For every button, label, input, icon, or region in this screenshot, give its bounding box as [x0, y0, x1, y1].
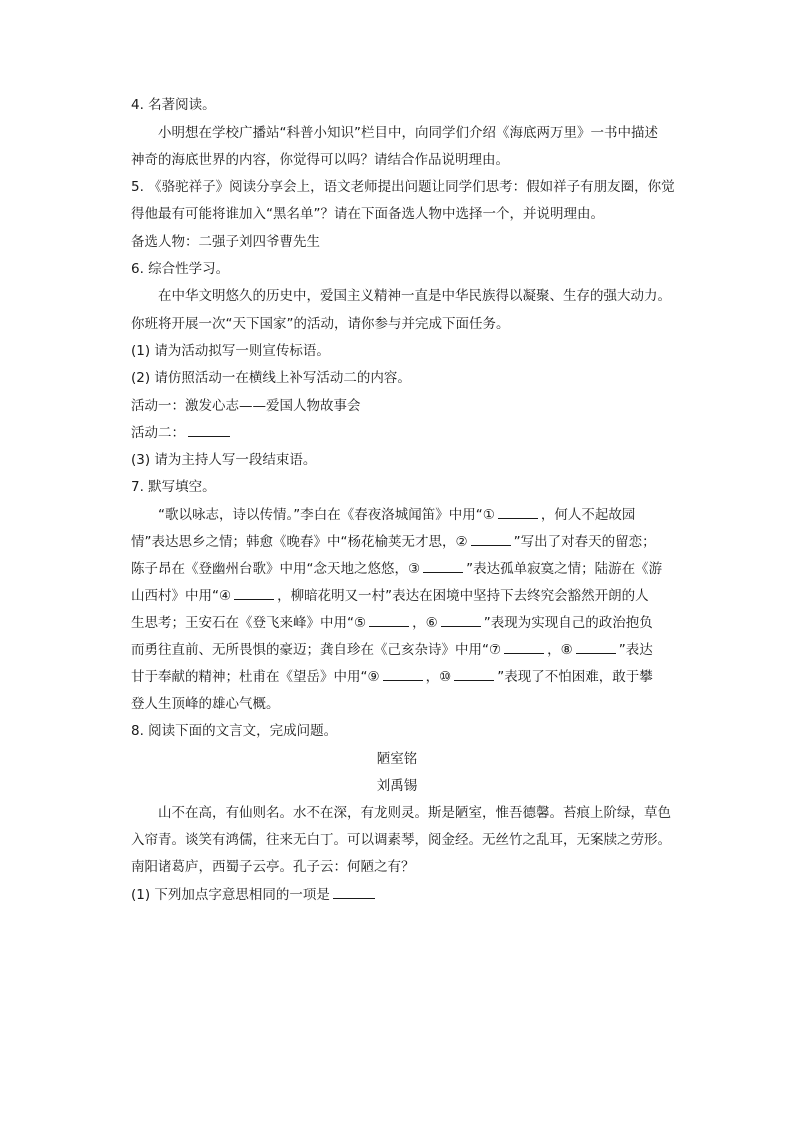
q6-sub-1: (1) 请为活动拟写一则宣传标语。 — [131, 343, 330, 359]
answer-blank-3[interactable] — [423, 560, 463, 573]
q7-text: ”表达孤单寂寞之情；陆游在《游 — [466, 561, 663, 577]
answer-blank-6[interactable] — [441, 614, 481, 627]
q7-text: 甘于奉献的精神；杜甫在《望岳》中用“⑨ — [131, 669, 380, 685]
q7-line-1 — [158, 506, 635, 524]
q6-line-2: 你班将开展一次“天下国家”的活动，请你参与并完成下面任务。 — [131, 316, 510, 332]
q4-line-2: 神奇的海底世界的内容，你觉得可以吗？请结合作品说明理由。 — [131, 152, 509, 168]
q4-title: 4. 名著阅读。 — [131, 97, 216, 113]
q6-line-1: 在中华文明悠久的历史中，爱国主义精神一直是中华民族得以凝聚、生存的强大动力。 — [158, 288, 671, 304]
q6-activity-2 — [131, 424, 233, 442]
q7-text: “歌以咏志，诗以传情。”李白在《春夜洛城闻笛》中用“① — [158, 507, 495, 523]
q7-text: ”表达 — [618, 642, 653, 658]
q8-text-line-2: 入帘青。谈笑有鸿儒，往来无白丁。可以调素琴，阅金经。无丝竹之乱耳，无案牍之劳形。 — [131, 832, 671, 848]
answer-blank-1[interactable] — [498, 506, 538, 519]
q7-line-2 — [131, 533, 656, 551]
q7-line-6 — [131, 641, 653, 659]
q6-sub-3: (3) 请为主持人写一段结束语。 — [131, 452, 317, 468]
q7-text: 陈子昂在《登幽州台歌》中用“念天地之悠悠，③ — [131, 561, 421, 577]
q7-line-8: 登人生顶峰的雄心气概。 — [131, 696, 280, 712]
q7-text: 而勇往直前、无所畏惧的豪迈；龚自珍在《己亥杂诗》中用“⑦ — [131, 642, 502, 658]
q7-text: ，何人不起故园 — [540, 507, 636, 523]
q5-line-3: 备选人物：二强子刘四爷曹先生 — [131, 234, 320, 250]
answer-blank-8[interactable] — [576, 641, 616, 654]
q6-activity-2-label: 活动二： — [131, 425, 185, 441]
q5-line-1: 5. 《骆驼祥子》阅读分享会上，语文老师提出问题让同学们思考：假如祥子有朋友圈，你觉 — [131, 179, 675, 195]
poem-author: 刘禹锡 — [376, 778, 418, 794]
q7-line-7 — [131, 668, 653, 686]
answer-blank-2[interactable] — [471, 533, 511, 546]
q5-line-2: 得他最有可能将谁加入“黑名单”？请在下面备选人物中选择一个，并说明理由。 — [131, 206, 604, 222]
q7-text: ，⑩ — [425, 669, 452, 685]
q6-title: 6. 综合性学习。 — [131, 261, 230, 277]
q8-text-line-3: 南阳诸葛庐，西蜀子云亭。孔子云：何陋之有？ — [131, 859, 415, 875]
q7-line-4 — [131, 587, 649, 605]
answer-blank-7[interactable] — [504, 641, 544, 654]
q8-text-line-1: 山不在高，有仙则名。水不在深，有龙则灵。斯是陋室，惟吾德馨。苔痕上阶绿，草色 — [158, 805, 671, 821]
q7-title: 7. 默写填空。 — [131, 479, 216, 495]
q8-sub-1-text: (1) 下列加点字意思相同的一项是 — [131, 887, 330, 903]
q7-text: 生思考；王安石在《登飞来峰》中用“⑤ — [131, 615, 367, 631]
answer-blank-9[interactable] — [383, 668, 423, 681]
q7-text: ”写出了对春天的留恋； — [513, 534, 656, 550]
q7-text: ，柳暗花明又一村”表达在困境中坚持下去终究会豁然开朗的人 — [277, 588, 649, 604]
q4-line-1: 小明想在学校广播站“科普小知识”栏目中，向同学们介绍《海底两万里》一书中描述 — [158, 125, 658, 141]
q6-activity-1: 活动一：激发心志——爱国人物故事会 — [131, 398, 361, 414]
answer-blank-4[interactable] — [234, 587, 274, 600]
q7-text: ，⑥ — [412, 615, 438, 631]
q6-sub-2: (2) 请仿照活动一在横线上补写活动二的内容。 — [131, 370, 411, 386]
poem-title: 陋室铭 — [376, 751, 418, 767]
q8-sub-1 — [131, 886, 378, 904]
answer-blank-10[interactable] — [454, 668, 494, 681]
answer-blank-5[interactable] — [369, 614, 409, 627]
q7-text: ”表现了不怕困难，敢于攀 — [497, 669, 653, 685]
q7-text: ，⑧ — [547, 642, 573, 658]
answer-blank[interactable] — [333, 886, 375, 899]
q7-line-5 — [131, 614, 653, 632]
q7-text: ”表现为实现自己的政治抱负 — [483, 615, 653, 631]
answer-blank[interactable] — [188, 424, 230, 437]
q7-text: 情”表达思乡之情；韩愈《晚春》中“杨花榆荚无才思，② — [131, 534, 468, 550]
q7-text: 山西村》中用“④ — [131, 588, 232, 604]
q7-line-3 — [131, 560, 662, 578]
q8-title: 8. 阅读下面的文言文，完成问题。 — [131, 723, 338, 739]
